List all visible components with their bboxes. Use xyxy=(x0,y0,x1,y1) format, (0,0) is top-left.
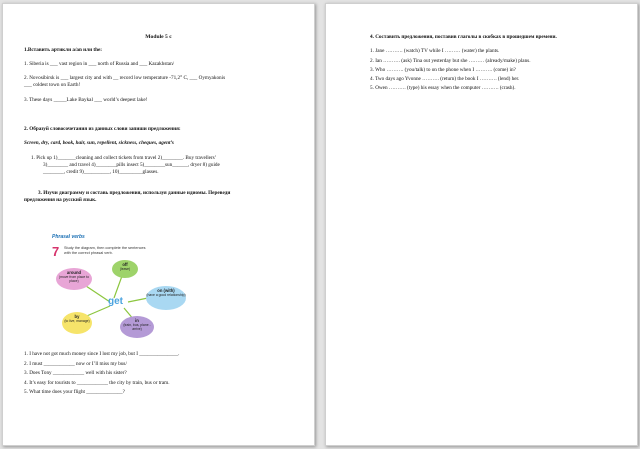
phrasal-verbs-diagram xyxy=(50,234,200,344)
center-verb: get xyxy=(108,296,123,307)
task3-sentence: 1. I have not got much money since I lost my job, but I _______________. xyxy=(24,351,180,357)
page-title: Module 5 c xyxy=(145,34,172,40)
bubble-word: in xyxy=(135,318,139,323)
task4-item: 1. Jane ………. (watch) TV while I ……… (water) the plants. xyxy=(370,48,500,54)
task2-words: Screen, dry, card, book, hair, sun, repellent, sickness, cheques, agent’s xyxy=(24,140,174,146)
bubble-by xyxy=(62,312,92,334)
bubble-meaning: (move from place to place) xyxy=(59,275,89,283)
task1-item: ___ coldest town on Earth! xyxy=(24,82,81,88)
task1-item: 3. These days _____Lake Baykal ___ world’s deepest lake! xyxy=(24,97,148,103)
bubble-around xyxy=(56,268,92,290)
bubble-word: by xyxy=(74,314,80,319)
exercise-number: 7 xyxy=(52,244,60,259)
task4-heading: 4. Составить предложения, поставив глаголы в скобках в прошедшем времени. xyxy=(370,34,557,40)
task4-item: 5. Owen ………. (type) his essay when the computer ………. (crash). xyxy=(370,85,516,91)
bubble-on-with xyxy=(146,286,186,310)
bubble-meaning: (have a good relationship) xyxy=(146,293,186,297)
document-page-left xyxy=(2,3,315,446)
task3-sentence: 2. I must ____________ now or I’ll miss my bus/ xyxy=(24,361,127,367)
task3-sentence: 4. It’s easy for tourists to ____________ the city by train, bus or tram. xyxy=(24,380,170,386)
task1-item: 2. Novosibirsk is ___ largest city and with __ record low temperature -71,2° C, ___ Oymyakonis xyxy=(24,75,226,81)
bubble-meaning: (train, bus, plane - arrive) xyxy=(123,323,151,331)
document-page-right xyxy=(325,3,638,446)
task4-item: 4. Two days ago Yvonne ………. (return) the book I ………. (lend) her. xyxy=(370,76,520,82)
task2-item: 1. Pick up 1)_______cleaning and collect tickets from travel 2)________. Buy travellers’ xyxy=(31,155,217,161)
bubble-word: off xyxy=(122,262,128,267)
task4-item: 3. Who ………. (you/talk) to on the phone when I ………. (come) in? xyxy=(370,67,516,73)
task3-sentence: 5. What time does your flight ______________? xyxy=(24,389,125,395)
diagram-title: Phrasal verbs xyxy=(52,234,85,240)
task4-item: 2. Ian ………. (ask) Tina out yesterday but she ……… (already/make) plans. xyxy=(370,58,531,64)
bubble-word: on (with) xyxy=(157,288,175,293)
bubble-in xyxy=(120,316,154,338)
task2-item: 3)________ and travel 4)________pills insect 5)________sun______, dryer 8) guide xyxy=(43,162,220,168)
bubble-meaning: (leave) xyxy=(119,267,131,271)
instruction-line: with the correct phrasal verb. xyxy=(64,251,113,255)
task2-item: ________, credit 9)__________, 10)_________glasses. xyxy=(43,169,159,175)
bubble-off xyxy=(112,260,138,278)
task3-heading: предложения на русский язык. xyxy=(24,197,97,203)
bubble-word: around xyxy=(66,270,82,275)
task3-sentence: 3. Does Tony ____________ well with his sister? xyxy=(24,370,127,376)
instruction-line: Study the diagram, then complete the sentences xyxy=(64,246,146,250)
task3-heading: 3. Изучи диаграмму и составь предложения, используя данные идиомы. Переведи xyxy=(38,190,231,196)
bubble-meaning: (to live, manage) xyxy=(64,319,90,323)
task2-heading: 2. Образуй словосочетания из данных слови запиши предложения: xyxy=(24,126,181,132)
task1-heading: 1.Вставить артикли a/an или the: xyxy=(24,47,103,53)
task1-item: 1. Siberia is ___ vast region in ___ north of Russia and ___ Kazakhstan/ xyxy=(24,61,175,67)
